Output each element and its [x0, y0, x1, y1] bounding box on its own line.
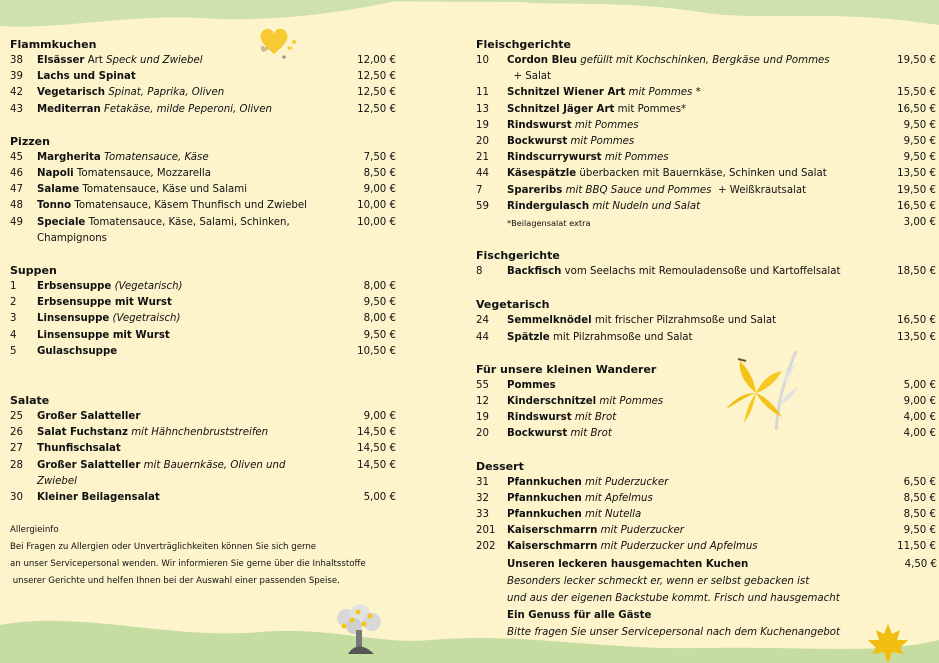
- menu-item: 20 Bockwurst mit Brot 4,00 €: [476, 428, 936, 440]
- menu-item: 42 Vegetarisch Spinat, Paprika, Oliven 12,50 €: [10, 87, 396, 99]
- cake-line: Besonders lecker schmeckt er, wenn er selbst gebacken ist: [507, 576, 810, 587]
- menu-item: 10 Cordon Bleu gefüllt mit Kochschinken, Bergkäse und Pommes + Salat 19,50 €: [476, 55, 936, 83]
- cake-title: Unseren leckeren hausgemachten Kuchen: [507, 559, 749, 570]
- section-title: Pizzen: [10, 134, 50, 148]
- menu-item: 49 Speciale Tomatensauce, Käse, Salami, Schinken, 10,00 €: [10, 216, 396, 228]
- section-title: Suppen: [10, 264, 57, 278]
- section-fleischgerichte: [476, 37, 936, 232]
- menu-item: 25 Großer Salatteller 9,00 €: [10, 411, 396, 423]
- menu-item: 27 Thunfischsalat 14,50 €: [10, 443, 396, 455]
- menu-item: 12 Kinderschnitzel mit Pommes 9,00 €: [476, 396, 936, 408]
- menu-item: 30 Kleiner Beilagensalat 5,00 €: [10, 492, 396, 504]
- menu-item: 45 Margherita Tomatensauce, Käse 7,50 €: [10, 151, 396, 163]
- menu-item: 19 Rindswurst mit Pommes 9,50 €: [476, 119, 936, 131]
- menu-item: 1 Erbsensuppe (Vegetarisch) 8,00 €: [10, 281, 396, 293]
- section-kinder: [476, 362, 936, 443]
- menu-item: 38 Elsässer Art Speck und Zwiebel 12,00 €: [10, 55, 396, 66]
- menu-item: 21 Rindscurrywurst mit Pommes 9,50 €: [476, 152, 936, 164]
- cake-line: Bitte fragen Sie unser Servicepersonal nach dem Kuchenangebot: [507, 627, 841, 638]
- menu-item: 3 Linsensuppe (Vegetraisch) 8,00 €: [10, 313, 396, 325]
- section-title: Salate: [10, 394, 50, 408]
- menu-item: 59 Rindergulasch mit Nudeln und Salat 16,50 €: [476, 200, 936, 212]
- section-suppen: [10, 263, 396, 360]
- section-title: Vegetarisch: [476, 298, 550, 312]
- menu-item: 202 Kaiserschmarrn mit Puderzucker und Apfelmus 11,50 €: [476, 541, 936, 553]
- allergy-line: Bei Fragen zu Allergien oder Unverträglichkeiten können Sie sich gerne: [10, 542, 317, 552]
- menu-item: 44 Käsespätzle überbacken mit Bauernkäse, Schinken und Salat 13,50 €: [476, 168, 936, 180]
- left-menu-column: [10, 37, 396, 506]
- menu-item: 46 Napoli Tomatensauce, Mozzarella 8,50 €: [10, 168, 396, 180]
- homemade-cake-block: [507, 556, 937, 641]
- menu-item: 5 Gulaschsuppe 10,50 €: [10, 345, 396, 357]
- section-pizzen: [10, 134, 396, 247]
- menu-item: 48 Tonno Tomatensauce, Käsem Thunfisch und Zwiebel 10,00 €: [10, 200, 396, 212]
- allergy-title: Allergieinfo: [10, 525, 59, 535]
- section-vegetarisch: [476, 297, 936, 345]
- section-title: Fleischgerichte: [476, 38, 572, 51]
- menu-item: 28 Großer Salatteller mit Bauernkäse, Oliven und Zwiebel 14,50 €: [10, 459, 396, 487]
- menu-item: 44 Spätzle mit Pilzrahmsoße und Salat 13,50 €: [476, 331, 936, 343]
- menu-item: 39 Lachs und Spinat 12,50 €: [10, 71, 396, 83]
- menu-item: 19 Rindswurst mit Brot 4,00 €: [476, 412, 936, 424]
- tree-icon: [330, 604, 386, 660]
- menu-item: 201 Kaiserschmarrn mit Puderzucker 9,50 €: [476, 525, 936, 537]
- menu-item: 2 Erbsensuppe mit Wurst 9,50 €: [10, 297, 396, 309]
- cake-price: 4,50 €: [904, 559, 937, 570]
- menu-item-continuation: Champignons: [37, 232, 107, 244]
- menu-item: 4 Linsensuppe mit Wurst 9,50 €: [10, 329, 396, 341]
- right-menu-column: [476, 37, 936, 556]
- menu-item: 13 Schnitzel Jäger Art mit Pommes* 16,50 €: [476, 103, 936, 115]
- menu-item: 24 Semmelknödel mit frischer Pilzrahmsoße und Salat 16,50 €: [476, 315, 936, 327]
- section-title: Fischgerichte: [476, 249, 560, 263]
- menu-item: 47 Salame Tomatensauce, Käse und Salami 9,00 €: [10, 184, 396, 196]
- menu-item: 55 Pommes 5,00 €: [476, 379, 936, 391]
- menu-item: 7 Spareribs mit BBQ Sauce und Pommes + Weißkrautsalat 19,50 €: [476, 184, 936, 196]
- section-title: Dessert: [476, 459, 524, 473]
- menu-item: 32 Pfannkuchen mit Apfelmus 8,50 €: [476, 492, 936, 504]
- cake-line: und aus der eigenen Backstube kommt. Frisch und hausgemacht: [507, 593, 840, 604]
- section-flammkuchen: [10, 37, 396, 118]
- menu-item: 8 Backfisch vom Seelachs mit Remouladensoße und Kartoffelsalat 18,50 €: [476, 266, 936, 278]
- cake-slogan: Ein Genuss für alle Gäste: [507, 610, 652, 621]
- menu-item: 33 Pfannkuchen mit Nutella 8,50 €: [476, 509, 936, 521]
- section-title: Für unsere kleinen Wanderer: [476, 362, 657, 376]
- menu-item: 11 Schnitzel Wiener Art mit Pommes * 15,50 €: [476, 87, 936, 99]
- section-dessert: [476, 459, 936, 556]
- allergy-line: an unser Servicepersonal wenden. Wir informieren Sie gerne über die Inhaltsstoffe: [10, 559, 366, 569]
- allergy-line: unserer Gerichte und helfen Ihnen bei der Auswahl einer passenden Speise.: [10, 576, 340, 586]
- menu-item: 26 Salat Fuchstanz mit Hähnchenbruststreifen 14,50 €: [10, 427, 396, 439]
- side-salad-note: *Beilagensalat extra 3,00 €: [507, 217, 936, 229]
- menu-item: 20 Bockwurst mit Pommes 9,50 €: [476, 136, 936, 148]
- allergy-info: [10, 522, 430, 590]
- section-salate: [10, 393, 396, 506]
- section-fischgerichte: [476, 248, 936, 280]
- menu-item: 31 Pfannkuchen mit Puderzucker 6,50 €: [476, 476, 936, 488]
- section-title: Flammkuchen: [10, 38, 97, 51]
- menu-item: 43 Mediterran Fetakäse, milde Peperoni, Oliven 12,50 €: [10, 103, 396, 115]
